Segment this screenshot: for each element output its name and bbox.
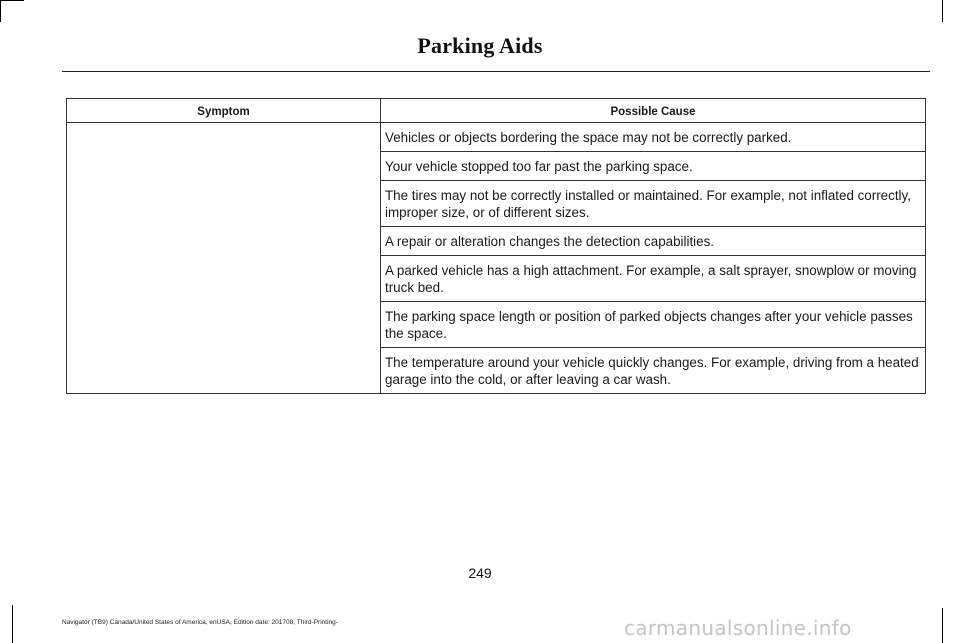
column-header-symptom: Symptom	[67, 99, 381, 123]
cause-cell: A repair or alteration changes the detection capabilities.	[381, 227, 926, 256]
crop-mark	[0, 0, 24, 1]
page-number: 249	[468, 565, 492, 581]
watermark: carmanualsonline.info	[624, 616, 852, 640]
cause-cell: The tires may not be correctly installed or maintained. For example, not inflated correctly, improper size, or of different sizes.	[381, 181, 926, 227]
table-header-row	[67, 99, 926, 123]
page-title: Parking Aids	[417, 33, 543, 58]
title-divider	[62, 71, 930, 72]
crop-mark	[942, 0, 943, 22]
column-header-possible-cause: Possible Cause	[381, 99, 926, 123]
cause-cell: Vehicles or objects bordering the space may not be correctly parked.	[381, 123, 926, 152]
crop-mark	[0, 0, 1, 22]
crop-mark	[942, 608, 943, 643]
cause-cell: The parking space length or position of parked objects changes after your vehicle passes the space.	[381, 302, 926, 348]
cause-cell: The temperature around your vehicle quickly changes. For example, driving from a heated garage into the cold, or after leaving a car wash.	[381, 348, 926, 394]
cause-cell: A parked vehicle has a high attachment. For example, a salt sprayer, snowplow or moving truck bed.	[381, 256, 926, 302]
symptom-cell	[67, 123, 381, 394]
symptom-cause-table	[66, 98, 926, 394]
crop-mark	[12, 605, 13, 643]
edition-footer: Navigator (TB9) Canada/United States of America, enUSA, Edition date: 201708, Third-Printing-	[62, 619, 338, 626]
table-row	[67, 123, 926, 152]
cause-cell: Your vehicle stopped too far past the parking space.	[381, 152, 926, 181]
